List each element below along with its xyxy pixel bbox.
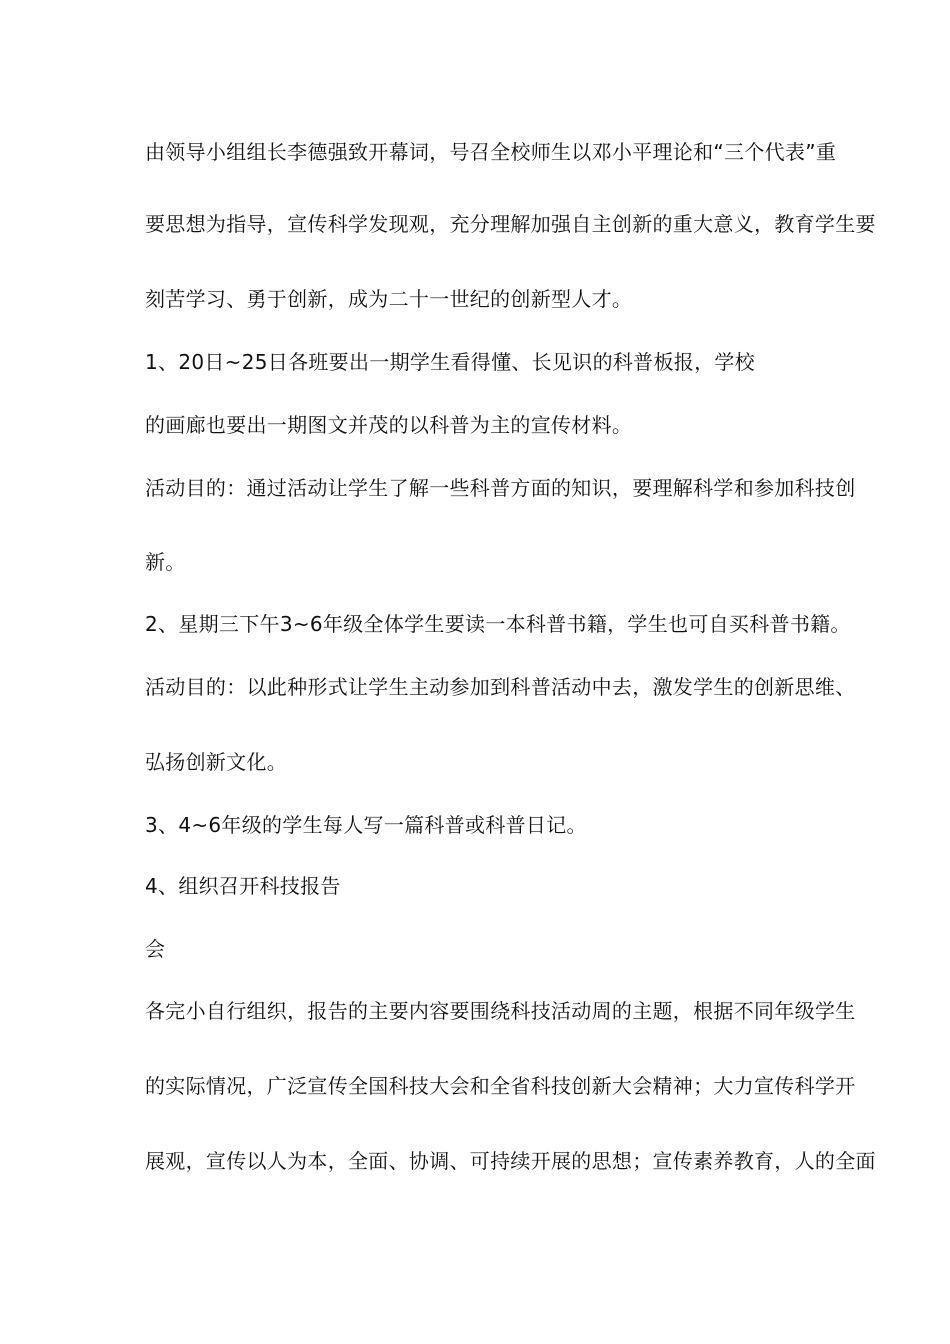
paragraph-line: 各完小自行组织，报告的主要内容要围绕科技活动周的主题，根据不同年级学生 [145,999,856,1023]
list-item-3: 3、4~6年级的学生每人写一篇科普或科普日记。 [145,813,587,837]
paragraph-line: 的实际情况，广泛宣传全国科技大会和全省科技创新大会精神；大力宣传科学开 [145,1074,856,1098]
paragraph-line: 会 [145,937,166,961]
list-item-2: 2、星期三下午3~6年级全体学生要读一本科普书籍，学生也可自买科普书籍。 [145,612,851,636]
paragraph-line: 的画廊也要出一期图文并茂的以科普为主的宣传材料。 [145,413,633,437]
paragraph-line: 弘扬创新文化。 [145,750,288,774]
paragraph-line: 刻苦学习、勇于创新，成为二十一世纪的创新型人才。 [145,287,633,311]
paragraph-line: 要思想为指导，宣传科学发现观，充分理解加强自主创新的重大意义，教育学生要 [145,212,876,236]
list-item-1: 1、20日~25日各班要出一期学生看得懂、长见识的科普板报，学校 [145,350,755,374]
activity-purpose-line: 活动目的：通过活动让学生了解一些科普方面的知识，要理解科学和参加科技创 [145,476,856,500]
paragraph-line: 由领导小组组长李德强致开幕词，号召全校师生以邓小平理论和“三个代表”重 [145,140,837,164]
activity-purpose-line: 活动目的：以此种形式让学生主动参加到科普活动中去，激发学生的创新思维、 [145,675,856,699]
paragraph-line: 新。 [145,550,186,574]
paragraph-line: 展观，宣传以人为本，全面、协调、可持续开展的思想；宣传素养教育，人的全面 [145,1149,876,1173]
list-item-4: 4、组织召开科技报告 [145,874,341,898]
